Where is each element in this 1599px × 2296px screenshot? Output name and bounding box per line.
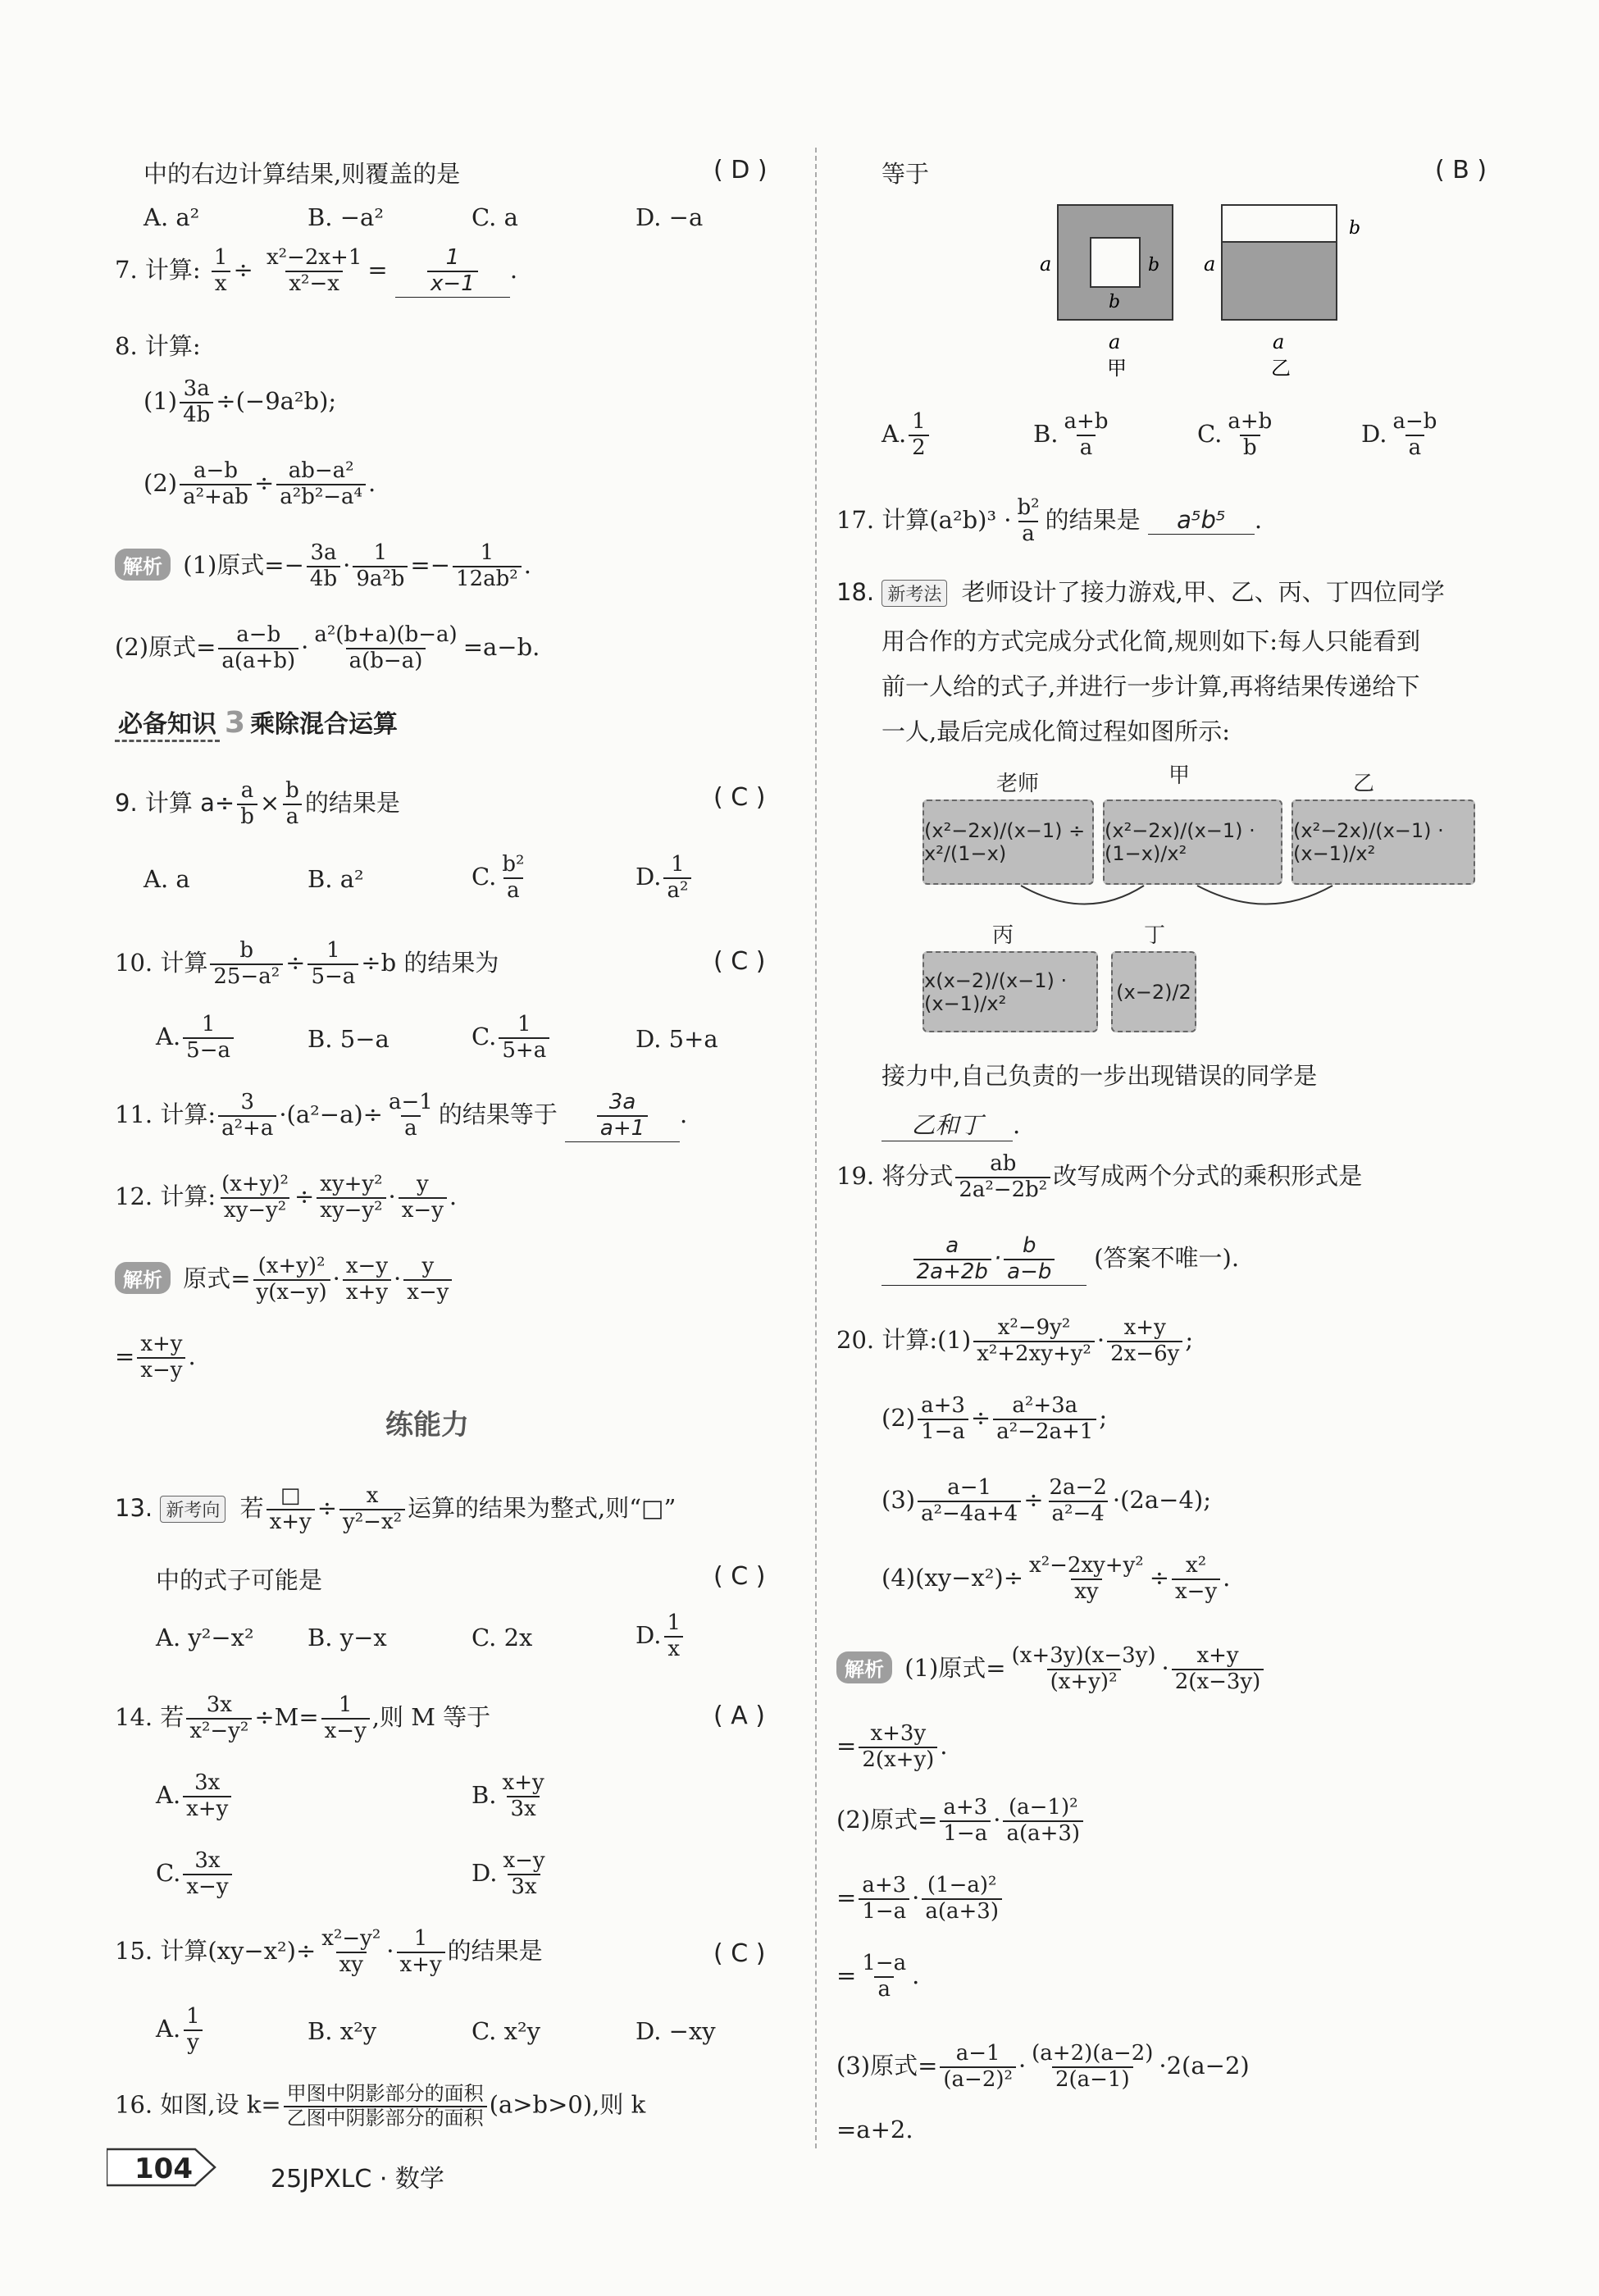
q15-option-b: B. x²y bbox=[308, 2017, 377, 2045]
q10-option-c: C. $\frac{1}{5+a}$ bbox=[472, 1013, 552, 1064]
q6-option-b: B. −a² bbox=[308, 203, 384, 231]
q16-continuation: 等于 bbox=[882, 160, 930, 188]
q13-option-c: C. 2x bbox=[472, 1624, 533, 1651]
q8: 8. 计算: bbox=[115, 332, 201, 360]
flow-box-bing: x(x−2)/(x−1) · (x−1)/x² bbox=[922, 951, 1098, 1032]
section-heading: 必备知识 3 乘除混合运算 bbox=[115, 704, 398, 742]
flow-name-ding: 丁 bbox=[1144, 923, 1166, 948]
q20-solution-2-step: = $\frac{a+3}{1-a}$ · $\frac{\text{(1−a)²}}{a(a+3)}$ bbox=[836, 1874, 1004, 1925]
q10-option-b: B. 5−a bbox=[308, 1025, 390, 1053]
q17: 17. 计算(a²b)³ · $\frac{\text{b²}}{a}$ 的结果是 a⁵b⁵ . bbox=[836, 495, 1263, 546]
q20-part2: (2) $\frac{a+3}{1-a}$ ÷ $\frac{\text{a²+3a}}{\text{a²−2a+1}}$ ; bbox=[882, 1393, 1108, 1444]
q15-option-d: D. −xy bbox=[636, 2017, 716, 2045]
q6-option-d: D. −a bbox=[636, 203, 704, 231]
fig-label-jia: 甲 bbox=[1107, 357, 1127, 380]
q14-option-c: C. $\frac{3x}{x-y}$ bbox=[156, 1849, 235, 1900]
analysis-tag: 解析 bbox=[115, 549, 171, 581]
flow-box-teacher: (x²−2x)/(x−1) ÷ x²/(1−x) bbox=[922, 800, 1094, 885]
q10: 10. 计算 $\frac{b}{\text{25−a²}}$ ÷ $\frac{1}{5-a}$ ÷b 的结果为 bbox=[115, 938, 499, 989]
q9: 9. 计算 a÷ $\frac{a}{b}$ × $\frac{b}{a}$ 的结果是 bbox=[115, 778, 400, 829]
section-ability: 练能力 bbox=[385, 1409, 469, 1442]
q20-solution-3-result: =a+2. bbox=[836, 2116, 913, 2143]
q20-part3: (3) $\frac{a-1}{\text{a²−4a+4}}$ ÷ $\frac{2a-2}{\text{a²−4}}$ ·(2a−4); bbox=[882, 1475, 1211, 1526]
q15: 15. 计算(xy−x²)÷ $\frac{\text{x²−y²}}{xy}$ · $\frac{1}{x+y}$ 的结果是 bbox=[115, 1926, 543, 1977]
q10-answer: ( C ) bbox=[713, 947, 766, 976]
q9-option-b: B. a² bbox=[308, 865, 364, 893]
column-divider bbox=[815, 148, 817, 2148]
q19: 19. 将分式 $\frac{ab}{\text{2a²−2b²}}$ 改写成两个分式的乘积形式是 bbox=[836, 1151, 1363, 1202]
q18-question: 接力中,自己负责的一步出现错误的同学是 bbox=[882, 1062, 1318, 1090]
q13-line2: 中的式子可能是 bbox=[156, 1566, 323, 1594]
q9-option-d: D. $\frac{1}{\text{a²}}$ bbox=[636, 853, 694, 904]
q18-answer: 乙和丁 . bbox=[882, 1107, 1020, 1141]
q16-option-a: A. $\frac{1}{2}$ bbox=[882, 410, 932, 461]
q20-solution-2-result: = $\frac{1-a}{a}$ . bbox=[836, 1951, 920, 2002]
q20-solution-2: (2)原式= $\frac{a+3}{1-a}$ · $\frac{\text{(a−1)²}}{a(a+3)}$ bbox=[836, 1796, 1086, 1847]
q14-option-a: A. $\frac{3x}{x+y}$ bbox=[156, 1771, 234, 1822]
q20-part1: 20. 计算:(1) $\frac{\text{x²−9y²}}{\text{x²+2xy+y²}}$ · $\frac{x+y}{2x-6y}$ ; bbox=[836, 1315, 1194, 1366]
q14-option-d: D. $\frac{x-y}{3x}$ bbox=[472, 1848, 545, 1899]
q13: 13. 新考向 若 $\frac{□}{x+y}$ ÷ $\frac{x}{\text{y²−x²}}$ 运算的结果为整式,则“□” bbox=[115, 1483, 676, 1534]
q14: 14. 若 $\frac{3x}{\text{x²−y²}}$ ÷M= $\frac{1}{x-y}$ ,则 M 等于 bbox=[115, 1692, 491, 1743]
fig-label-yi: 乙 bbox=[1271, 357, 1291, 380]
q16-figure bbox=[1033, 193, 1378, 381]
q6-continuation: 中的右边计算结果,则覆盖的是 bbox=[144, 160, 461, 188]
q15-option-c: C. x²y bbox=[472, 2017, 540, 2045]
svg-text:a: a bbox=[1109, 330, 1121, 353]
q19-answer: $\frac{a}{2a+2b}$ · $\frac{b}{a-b}$ (答案不唯一). bbox=[882, 1234, 1239, 1286]
q13-answer: ( C ) bbox=[713, 1562, 766, 1591]
q20-solution-1: 解析 (1)原式= $\frac{(x+3y)(x-3y)}{\text{(x+y)²}}$ · $\frac{x+y}{2(x-3y)}$ bbox=[836, 1644, 1266, 1695]
flow-name-yi: 乙 bbox=[1353, 772, 1375, 796]
svg-text:b: b bbox=[1349, 218, 1361, 239]
flow-name-teacher: 老师 bbox=[996, 772, 1040, 796]
q10-option-a: A. $\frac{1}{5-a}$ bbox=[156, 1013, 236, 1064]
flow-name-jia: 甲 bbox=[1168, 763, 1191, 788]
q6-option-a: A. a² bbox=[144, 203, 200, 231]
q10-option-d: D. 5+a bbox=[636, 1025, 718, 1053]
q18-line2: 用合作的方式完成分式化简,规则如下:每人只能看到 bbox=[882, 627, 1420, 655]
q13-option-d: D. $\frac{1}{x}$ bbox=[636, 1611, 686, 1662]
q18-line4: 一人,最后完成化简过程如图所示: bbox=[882, 718, 1230, 745]
q16-option-b: B. $\frac{a+b}{a}$ bbox=[1033, 409, 1109, 460]
svg-text:a: a bbox=[1040, 253, 1052, 276]
svg-text:a: a bbox=[1273, 330, 1285, 353]
q9-option-c: C. $\frac{\text{b²}}{a}$ bbox=[472, 852, 525, 903]
q15-answer: ( C ) bbox=[713, 1939, 766, 1968]
q16-option-c: C. $\frac{a+b}{b}$ bbox=[1197, 409, 1273, 460]
q20-part4: (4)(xy−x²)÷ $\frac{\text{x²−2xy+y²}}{xy}$ ÷ $\frac{\text{x²}}{x-y}$ . bbox=[882, 1553, 1231, 1604]
q13-option-a: A. y²−x² bbox=[156, 1624, 254, 1651]
q16-answer: ( B ) bbox=[1435, 156, 1487, 184]
q11: 11. 计算: $\frac{3}{\text{a²+a}}$ ·(a²−a)÷ $\frac{a-1}{a}$ 的结果等于 $\frac{3a}{a+1}$ . bbox=[115, 1090, 688, 1141]
q16-option-d: D. $\frac{a-b}{a}$ bbox=[1361, 409, 1437, 460]
q20-solution-3: (3)原式= $\frac{a-1}{\text{(a−2)²}}$ · $\frac{(a+2)(a-2)}{2(a-1)}$ ·2(a−2) bbox=[836, 2041, 1250, 2092]
svg-text:b: b bbox=[1148, 255, 1160, 276]
q16: 16. 如图,设 k= $\frac{\text{甲图中阴影部分的面积}}{\text{乙图中阴影部分的面积}}$ (a>b>0),则 k bbox=[115, 2082, 646, 2130]
flow-box-yi: (x²−2x)/(x−1) · (x−1)/x² bbox=[1292, 800, 1475, 885]
q14-answer: ( A ) bbox=[713, 1702, 766, 1730]
book-code: 25JPXLC · 数学 bbox=[271, 2165, 444, 2194]
q9-answer: ( C ) bbox=[713, 783, 766, 812]
flow-name-bing: 丙 bbox=[992, 923, 1014, 948]
q18-line1: 18. 新考法 老师设计了接力游戏,甲、乙、丙、丁四位同学 bbox=[836, 578, 1445, 606]
q12-solution-result: = $\frac{x+y}{x-y}$ . bbox=[115, 1332, 196, 1383]
flow-box-jia: (x²−2x)/(x−1) · (1−x)/x² bbox=[1103, 800, 1282, 885]
q7: 7. 计算: $\frac{1}{x}$ ÷ $\frac{\text{x²−2x+1}}{\text{x²−x}}$ = $\frac{1}{x-1}$ . bbox=[115, 245, 518, 296]
q8-solution-2: (2)原式= $\frac{a-b}{a(a+b)}$ · $\frac{\text{a²(b+a)(b−a)}}{a(b-a)}$ =a−b. bbox=[115, 622, 540, 673]
q13-option-b: B. y−x bbox=[308, 1624, 387, 1651]
q8-solution-1: 解析 (1)原式=− $\frac{3a}{4b}$ · $\frac{1}{\text{9a²b}}$ =− $\frac{1}{\text{12ab²}}$ . bbox=[115, 541, 531, 592]
svg-text:a: a bbox=[1204, 253, 1216, 276]
svg-text:b: b bbox=[1109, 292, 1121, 312]
flow-box-ding: (x−2)/2 bbox=[1111, 951, 1196, 1032]
q12-solution: 解析 原式= $\frac{\text{(x+y)²}}{y(x-y)}$ · $\frac{x-y}{x+y}$ · $\frac{y}{x-y}$ bbox=[115, 1255, 454, 1305]
q9-option-a: A. a bbox=[144, 865, 190, 893]
q15-option-a: A. $\frac{1}{y}$ bbox=[156, 2005, 206, 2056]
page-number: 104 bbox=[115, 2152, 173, 2185]
q20-solution-1-result: = $\frac{x+3y}{2(x+y)}$ . bbox=[836, 1721, 948, 1772]
q14-option-b: B. $\frac{x+y}{3x}$ bbox=[472, 1770, 544, 1821]
q6-option-c: C. a bbox=[472, 203, 518, 231]
q6-answer: ( D ) bbox=[713, 156, 768, 184]
q18-line3: 前一人给的式子,并进行一步计算,再将结果传递给下 bbox=[882, 672, 1420, 700]
q8-part2: (2) $\frac{a-b}{\text{a²+ab}}$ ÷ $\frac{\text{ab−a²}}{\text{a²b²−a⁴}}$ . bbox=[144, 458, 376, 509]
q8-part1: (1) $\frac{3a}{4b}$ ÷(−9a²b); bbox=[144, 376, 337, 427]
q12: 12. 计算: $\frac{\text{(x+y)²}}{\text{xy−y²}}$ ÷ $\frac{\text{xy+y²}}{\text{xy−y²}}$ · $\frac{y}{x-y}$ . bbox=[115, 1172, 458, 1223]
